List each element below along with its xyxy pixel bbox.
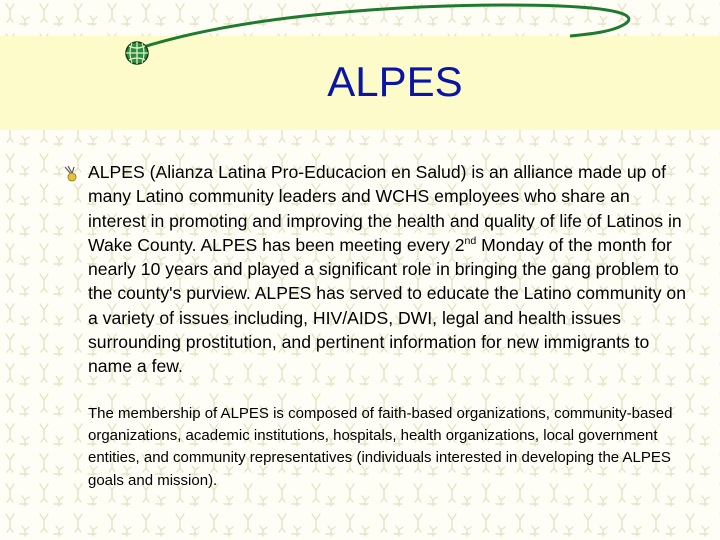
paragraph-membership: The membership of ALPES is composed of faith-based organizations, community-based organizations, academic institutions, hospitals, health organizations, local government entities, and community representatives (individuals interested in developing the ALPES goals and mission). bbox=[88, 405, 673, 489]
paragraph-main-text: ALPES (Alianza Latina Pro-Educacion en Salud) is an alliance made up of many Latino community leaders and WCHS employees who share an interest in promoting and improving the health and quality of life of Latinos in Wake County. ALPES has been meeting every 2 bbox=[88, 162, 682, 255]
paragraph-main-text-cont: Monday of the month for nearly 10 years and played a significant role in bringing the gang problem to the county's purview. ALPES has served to educate the Latino community on a variety of issues including, HIV/AIDS, DWI, legal and health issues surrounding prostitution, and pertinent information for new immigrants to name a few. bbox=[88, 234, 686, 377]
bullet-icon bbox=[62, 164, 80, 182]
paragraph-main bbox=[88, 160, 688, 379]
slide-title: ALPES bbox=[327, 58, 463, 105]
ordinal-suffix: nd bbox=[464, 235, 477, 248]
